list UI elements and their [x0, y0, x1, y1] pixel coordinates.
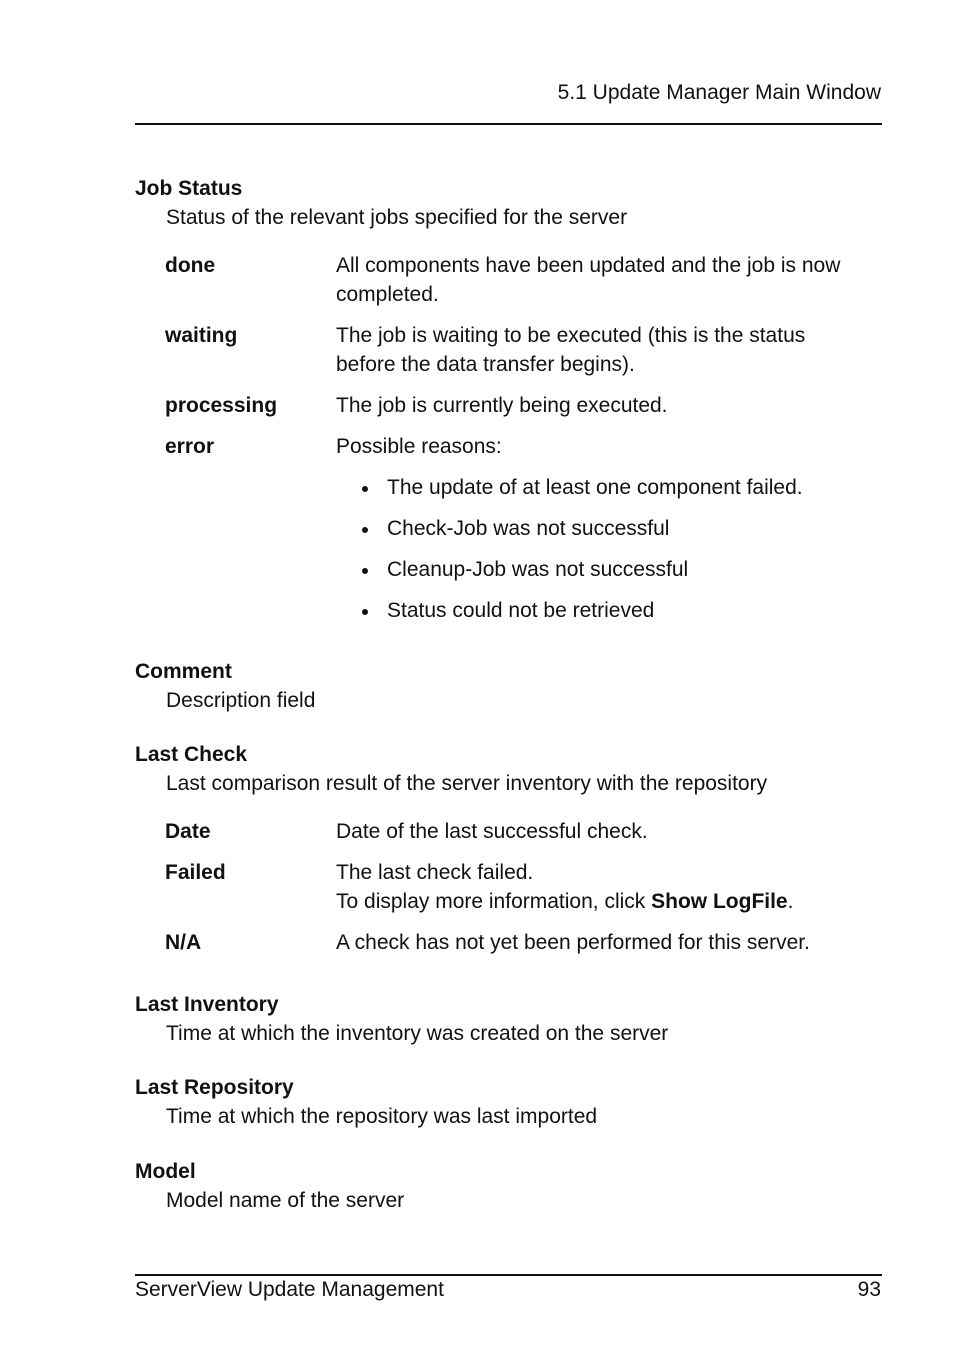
definition-description: A check has not yet been performed for this server. [336, 931, 810, 954]
section-description: Status of the relevant jobs specified for the server [166, 206, 628, 229]
description-line: All components have been updated and the job is now [336, 254, 841, 277]
definition-row-na [165, 928, 882, 957]
definition-term: done [165, 254, 216, 277]
definition-row-done [165, 251, 882, 321]
description-line: The last check failed. [336, 861, 534, 884]
definition-term: waiting [165, 324, 238, 347]
definition-row-error [165, 432, 882, 625]
page-number: 93 [857, 1278, 881, 1301]
section-last-inventory [135, 990, 882, 1048]
definition-row-failed [165, 858, 882, 928]
section-description: Time at which the repository was last imported [166, 1105, 598, 1128]
section-heading: Comment [135, 660, 232, 683]
section-description: Description field [166, 689, 316, 712]
description-line: completed. [336, 283, 439, 306]
section-heading: Last Check [135, 743, 248, 766]
definition-term: processing [165, 394, 278, 417]
section-model [135, 1157, 882, 1215]
definition-row-date [165, 817, 882, 858]
list-item: The update of at least one component failed. [336, 473, 882, 502]
footer-doc-title: ServerView Update Management [135, 1278, 444, 1301]
definition-term: Failed [165, 861, 226, 884]
section-heading: Model [135, 1160, 196, 1183]
section-description: Model name of the server [166, 1189, 405, 1212]
definition-description: Date of the last successful check. [336, 820, 648, 843]
definition-description [336, 251, 882, 321]
section-heading: Job Status [135, 177, 243, 200]
definition-description [336, 858, 882, 928]
definition-row-processing [165, 391, 882, 432]
description-text: . [787, 890, 794, 913]
list-item: Status could not be retrieved [336, 596, 882, 625]
show-logfile-reference: Show LogFile [651, 890, 788, 913]
running-header-title: 5.1 Update Manager Main Window [557, 81, 881, 104]
list-item: Check-Job was not successful [336, 514, 882, 543]
definition-description [336, 432, 882, 625]
section-heading: Last Repository [135, 1076, 294, 1099]
section-comment [135, 657, 882, 715]
section-job-status [135, 174, 882, 625]
section-last-check [135, 740, 882, 957]
definition-description [336, 321, 882, 391]
last-check-definitions [165, 817, 882, 957]
job-status-definitions [165, 251, 882, 625]
definition-term: error [165, 435, 215, 458]
section-description: Last comparison result of the server inventory with the repository [166, 772, 768, 795]
description-line: The job is waiting to be executed (this is the status [336, 324, 806, 347]
description-line: before the data transfer begins). [336, 353, 635, 376]
section-heading: Last Inventory [135, 993, 279, 1016]
definition-description: The job is currently being executed. [336, 394, 668, 417]
description-line: Possible reasons: [336, 435, 502, 458]
definition-term: Date [165, 820, 211, 843]
description-text: To display more information, click [336, 890, 652, 913]
section-description: Time at which the inventory was created on the server [166, 1022, 669, 1045]
list-item: Cleanup-Job was not successful [336, 555, 882, 584]
header-rule [135, 123, 882, 125]
definition-row-waiting [165, 321, 882, 391]
error-reasons-list [336, 473, 882, 625]
definition-term: N/A [165, 931, 202, 954]
section-last-repository [135, 1073, 882, 1131]
